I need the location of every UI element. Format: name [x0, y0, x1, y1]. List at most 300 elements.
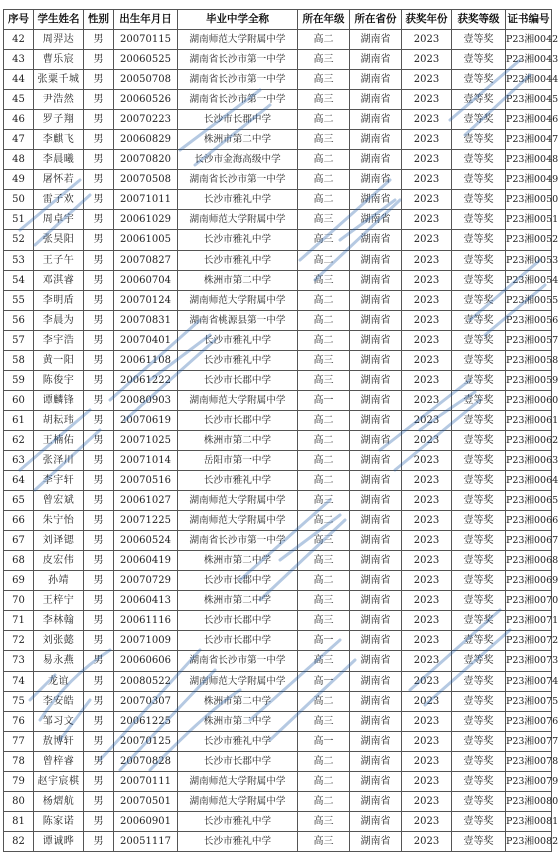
grade: 高二	[298, 771, 350, 791]
student-name: 胡耘玮	[34, 410, 84, 430]
table-row	[4, 310, 552, 330]
province: 湖南省	[350, 350, 402, 370]
grade: 高二	[298, 791, 350, 811]
award-level: 壹等奖	[452, 571, 506, 591]
award-level: 壹等奖	[452, 531, 506, 551]
award-level: 壹等奖	[452, 270, 506, 290]
school-name: 长沙市雅礼中学	[178, 350, 298, 370]
province: 湖南省	[350, 491, 402, 511]
row-index: 71	[4, 611, 34, 631]
student-name: 李麒飞	[34, 130, 84, 150]
row-index: 44	[4, 70, 34, 90]
table-row	[4, 651, 552, 671]
school-name: 湖南省长沙市第一中学	[178, 90, 298, 110]
grade: 高二	[298, 571, 350, 591]
province: 湖南省	[350, 771, 402, 791]
table-row	[4, 90, 552, 110]
award-level: 壹等奖	[452, 751, 506, 771]
table-row	[4, 551, 552, 571]
row-index: 79	[4, 771, 34, 791]
gender: 男	[84, 511, 114, 531]
school-name: 湖南省长沙市第一中学	[178, 651, 298, 671]
student-name: 罗子翔	[34, 110, 84, 130]
gender: 男	[84, 290, 114, 310]
award-year: 2023	[402, 471, 452, 491]
award-year: 2023	[402, 631, 452, 651]
row-index: 49	[4, 170, 34, 190]
province: 湖南省	[350, 210, 402, 230]
row-index: 56	[4, 310, 34, 330]
birth-date: 20070501	[114, 791, 178, 811]
gender: 男	[84, 831, 114, 851]
gender: 男	[84, 591, 114, 611]
school-name: 长沙市雅礼中学	[178, 330, 298, 350]
student-name: 邹习文	[34, 711, 84, 731]
award-year: 2023	[402, 70, 452, 90]
student-name: 皮宏伟	[34, 551, 84, 571]
school-name: 长沙市长郡中学	[178, 571, 298, 591]
award-level: 壹等奖	[452, 50, 506, 70]
grade: 高二	[298, 310, 350, 330]
student-name: 屠怀若	[34, 170, 84, 190]
grade: 高一	[298, 390, 350, 410]
student-name: 邓淇睿	[34, 270, 84, 290]
province: 湖南省	[350, 270, 402, 290]
school-name: 岳阳市第一中学	[178, 450, 298, 470]
award-year: 2023	[402, 771, 452, 791]
award-level: 壹等奖	[452, 30, 506, 50]
certificate-number: P23湘0043	[506, 50, 552, 70]
province: 湖南省	[350, 691, 402, 711]
certificate-number: P23湘0076	[506, 711, 552, 731]
row-index: 72	[4, 631, 34, 651]
school-name: 株洲市第二中学	[178, 551, 298, 571]
table-row	[4, 631, 552, 651]
table-row	[4, 811, 552, 831]
certificate-number: P23湘0075	[506, 691, 552, 711]
student-name: 李宇浩	[34, 330, 84, 350]
gender: 男	[84, 711, 114, 731]
certificate-number: P23湘0078	[506, 751, 552, 771]
award-level: 壹等奖	[452, 551, 506, 571]
school-name: 湖南师范大学附属中学	[178, 210, 298, 230]
gender: 男	[84, 551, 114, 571]
birth-date: 20070125	[114, 731, 178, 751]
certificate-number: P23湘0066	[506, 511, 552, 531]
award-level: 壹等奖	[452, 290, 506, 310]
grade: 高三	[298, 551, 350, 571]
birth-date: 20070307	[114, 691, 178, 711]
grade: 高三	[298, 70, 350, 90]
award-year: 2023	[402, 210, 452, 230]
column-header: 序号	[4, 10, 34, 30]
birth-date: 20070401	[114, 330, 178, 350]
award-level: 壹等奖	[452, 350, 506, 370]
grade: 高二	[298, 410, 350, 430]
birth-date: 20060704	[114, 270, 178, 290]
column-header: 出生年月日	[114, 10, 178, 30]
student-name: 朱宁怡	[34, 511, 84, 531]
award-level: 壹等奖	[452, 190, 506, 210]
award-level: 壹等奖	[452, 250, 506, 270]
column-header: 学生姓名	[34, 10, 84, 30]
row-index: 59	[4, 370, 34, 390]
gender: 男	[84, 70, 114, 90]
province: 湖南省	[350, 390, 402, 410]
grade: 高二	[298, 330, 350, 350]
gender: 男	[84, 491, 114, 511]
table-row	[4, 531, 552, 551]
gender: 男	[84, 471, 114, 491]
award-level: 壹等奖	[452, 110, 506, 130]
table-row	[4, 210, 552, 230]
row-index: 82	[4, 831, 34, 851]
student-name: 孙靖	[34, 571, 84, 591]
gender: 男	[84, 771, 114, 791]
birth-date: 20070619	[114, 410, 178, 430]
birth-date: 20070223	[114, 110, 178, 130]
row-index: 65	[4, 491, 34, 511]
grade: 高一	[298, 671, 350, 691]
row-index: 67	[4, 531, 34, 551]
gender: 男	[84, 791, 114, 811]
row-index: 57	[4, 330, 34, 350]
certificate-number: P23湘0069	[506, 571, 552, 591]
award-year: 2023	[402, 791, 452, 811]
award-year: 2023	[402, 611, 452, 631]
award-level: 壹等奖	[452, 591, 506, 611]
award-year: 2023	[402, 651, 452, 671]
student-name: 谭麟锋	[34, 390, 84, 410]
birth-date: 20061222	[114, 370, 178, 390]
province: 湖南省	[350, 731, 402, 751]
gender: 男	[84, 230, 114, 250]
province: 湖南省	[350, 551, 402, 571]
birth-date: 20071025	[114, 430, 178, 450]
award-year: 2023	[402, 450, 452, 470]
row-index: 46	[4, 110, 34, 130]
province: 湖南省	[350, 811, 402, 831]
award-year: 2023	[402, 691, 452, 711]
award-level: 壹等奖	[452, 450, 506, 470]
award-year: 2023	[402, 591, 452, 611]
student-name: 李安皓	[34, 691, 84, 711]
birth-date: 20071011	[114, 190, 178, 210]
province: 湖南省	[350, 330, 402, 350]
province: 湖南省	[350, 751, 402, 771]
award-level: 壹等奖	[452, 651, 506, 671]
certificate-number: P23湘0065	[506, 491, 552, 511]
table-row	[4, 70, 552, 90]
birth-date: 20070827	[114, 250, 178, 270]
award-level: 壹等奖	[452, 471, 506, 491]
province: 湖南省	[350, 50, 402, 70]
certificate-number: P23湘0079	[506, 771, 552, 791]
birth-date: 20061108	[114, 350, 178, 370]
birth-date: 20070820	[114, 150, 178, 170]
birth-date: 20060419	[114, 551, 178, 571]
row-index: 53	[4, 250, 34, 270]
student-name: 谭诚晔	[34, 831, 84, 851]
award-year: 2023	[402, 571, 452, 591]
table-row	[4, 330, 552, 350]
school-name: 长沙市长郡中学	[178, 611, 298, 631]
grade: 高三	[298, 270, 350, 290]
gender: 男	[84, 370, 114, 390]
student-name: 黄一阳	[34, 350, 84, 370]
table-row	[4, 731, 552, 751]
column-header: 证书编号	[506, 10, 552, 30]
province: 湖南省	[350, 110, 402, 130]
school-name: 湖南省长沙市第一中学	[178, 70, 298, 90]
row-index: 50	[4, 190, 34, 210]
award-level: 壹等奖	[452, 390, 506, 410]
certificate-number: P23湘0054	[506, 270, 552, 290]
student-name: 赵宇宸棋	[34, 771, 84, 791]
award-level: 壹等奖	[452, 130, 506, 150]
school-name: 湖南师范大学附属中学	[178, 671, 298, 691]
student-name: 王楠佑	[34, 430, 84, 450]
school-name: 长沙市雅礼中学	[178, 731, 298, 751]
certificate-number: P23湘0081	[506, 811, 552, 831]
award-level: 壹等奖	[452, 791, 506, 811]
column-header: 所在年级	[298, 10, 350, 30]
grade: 高三	[298, 210, 350, 230]
province: 湖南省	[350, 70, 402, 90]
grade: 高二	[298, 250, 350, 270]
table-row	[4, 430, 552, 450]
award-level: 壹等奖	[452, 210, 506, 230]
gender: 男	[84, 651, 114, 671]
award-level: 壹等奖	[452, 90, 506, 110]
province: 湖南省	[350, 711, 402, 731]
award-year: 2023	[402, 390, 452, 410]
row-index: 54	[4, 270, 34, 290]
grade: 高二	[298, 290, 350, 310]
award-level: 壹等奖	[452, 170, 506, 190]
student-name: 陈家诺	[34, 811, 84, 831]
certificate-number: P23湘0049	[506, 170, 552, 190]
row-index: 55	[4, 290, 34, 310]
certificate-number: P23湘0073	[506, 651, 552, 671]
award-level: 壹等奖	[452, 771, 506, 791]
student-name: 王子午	[34, 250, 84, 270]
province: 湖南省	[350, 591, 402, 611]
certificate-number: P23湘0068	[506, 551, 552, 571]
table-row	[4, 150, 552, 170]
table-body	[4, 30, 558, 852]
province: 湖南省	[350, 310, 402, 330]
award-level: 壹等奖	[452, 410, 506, 430]
table-row	[4, 410, 552, 430]
student-name: 李明盾	[34, 290, 84, 310]
table-row	[4, 511, 552, 531]
table-row	[4, 130, 552, 150]
province: 湖南省	[350, 410, 402, 430]
province: 湖南省	[350, 130, 402, 150]
school-name: 湖南师范大学附属中学	[178, 30, 298, 50]
award-year: 2023	[402, 50, 452, 70]
award-roster-table	[3, 9, 558, 852]
table-row	[4, 50, 552, 70]
gender: 男	[84, 30, 114, 50]
birth-date: 20050708	[114, 70, 178, 90]
birth-date: 20061027	[114, 491, 178, 511]
province: 湖南省	[350, 651, 402, 671]
student-name: 张昊阳	[34, 230, 84, 250]
cropped-title-strip	[0, 0, 554, 8]
school-name: 株洲市第二中学	[178, 591, 298, 611]
province: 湖南省	[350, 290, 402, 310]
grade: 高二	[298, 471, 350, 491]
table-row	[4, 751, 552, 771]
province: 湖南省	[350, 791, 402, 811]
table-row	[4, 671, 552, 691]
gender: 男	[84, 310, 114, 330]
table-row	[4, 30, 552, 50]
grade: 高三	[298, 370, 350, 390]
school-name: 长沙市金海高级中学	[178, 150, 298, 170]
table-header	[4, 10, 552, 30]
province: 湖南省	[350, 190, 402, 210]
school-name: 株洲市第二中学	[178, 711, 298, 731]
column-header: 获奖等级	[452, 10, 506, 30]
table-row	[4, 791, 552, 811]
school-name: 长沙市雅礼中学	[178, 230, 298, 250]
province: 湖南省	[350, 30, 402, 50]
gender: 男	[84, 751, 114, 771]
table-row	[4, 571, 552, 591]
award-year: 2023	[402, 350, 452, 370]
award-year: 2023	[402, 491, 452, 511]
award-year: 2023	[402, 110, 452, 130]
award-year: 2023	[402, 551, 452, 571]
table-row	[4, 450, 552, 470]
row-index: 47	[4, 130, 34, 150]
grade: 高三	[298, 811, 350, 831]
award-level: 壹等奖	[452, 370, 506, 390]
student-name: 王梓宁	[34, 591, 84, 611]
grade: 高二	[298, 751, 350, 771]
certificate-number: P23湘0061	[506, 410, 552, 430]
student-name: 尹浩然	[34, 90, 84, 110]
award-year: 2023	[402, 370, 452, 390]
award-level: 壹等奖	[452, 230, 506, 250]
certificate-number: P23湘0080	[506, 791, 552, 811]
province: 湖南省	[350, 671, 402, 691]
province: 湖南省	[350, 230, 402, 250]
school-name: 长沙市雅礼中学	[178, 190, 298, 210]
gender: 男	[84, 611, 114, 631]
birth-date: 20061225	[114, 711, 178, 731]
gender: 男	[84, 390, 114, 410]
certificate-number: P23湘0055	[506, 290, 552, 310]
student-name: 李晨为	[34, 310, 84, 330]
row-index: 61	[4, 410, 34, 430]
gender: 男	[84, 811, 114, 831]
award-year: 2023	[402, 811, 452, 831]
student-name: 李宇轩	[34, 471, 84, 491]
grade: 高三	[298, 831, 350, 851]
award-year: 2023	[402, 310, 452, 330]
award-year: 2023	[402, 290, 452, 310]
row-index: 45	[4, 90, 34, 110]
row-index: 66	[4, 511, 34, 531]
award-level: 壹等奖	[452, 811, 506, 831]
row-index: 76	[4, 711, 34, 731]
award-year: 2023	[402, 731, 452, 751]
table-row	[4, 270, 552, 290]
province: 湖南省	[350, 531, 402, 551]
school-name: 湖南省长沙市第一中学	[178, 531, 298, 551]
certificate-number: P23湘0060	[506, 390, 552, 410]
award-year: 2023	[402, 270, 452, 290]
award-year: 2023	[402, 831, 452, 851]
award-year: 2023	[402, 130, 452, 150]
birth-date: 20070828	[114, 751, 178, 771]
grade: 高一	[298, 731, 350, 751]
school-name: 湖南省长沙市第一中学	[178, 170, 298, 190]
gender: 男	[84, 190, 114, 210]
gender: 男	[84, 250, 114, 270]
grade: 高二	[298, 691, 350, 711]
province: 湖南省	[350, 611, 402, 631]
student-name: 周卓宇	[34, 210, 84, 230]
birth-date: 20071014	[114, 450, 178, 470]
school-name: 湖南师范大学附属中学	[178, 290, 298, 310]
certificate-number: P23湘0045	[506, 90, 552, 110]
school-name: 长沙市雅礼中学	[178, 471, 298, 491]
award-year: 2023	[402, 190, 452, 210]
gender: 男	[84, 350, 114, 370]
table-row	[4, 491, 552, 511]
birth-date: 20060524	[114, 531, 178, 551]
certificate-number: P23湘0051	[506, 210, 552, 230]
province: 湖南省	[350, 250, 402, 270]
certificate-number: P23湘0046	[506, 110, 552, 130]
school-name: 株洲市第二中学	[178, 270, 298, 290]
province: 湖南省	[350, 90, 402, 110]
grade: 高三	[298, 611, 350, 631]
row-index: 81	[4, 811, 34, 831]
award-year: 2023	[402, 430, 452, 450]
row-index: 77	[4, 731, 34, 751]
row-index: 69	[4, 571, 34, 591]
birth-date: 20080903	[114, 390, 178, 410]
grade: 高三	[298, 591, 350, 611]
table-row	[4, 471, 552, 491]
student-name: 曹乐宸	[34, 50, 84, 70]
school-name: 湖南师范大学附属中学	[178, 771, 298, 791]
award-level: 壹等奖	[452, 631, 506, 651]
gender: 男	[84, 671, 114, 691]
grade: 高二	[298, 511, 350, 531]
column-header: 毕业中学全称	[178, 10, 298, 30]
grade: 高三	[298, 230, 350, 250]
award-level: 壹等奖	[452, 731, 506, 751]
certificate-number: P23湘0062	[506, 430, 552, 450]
row-index: 51	[4, 210, 34, 230]
table-row	[4, 350, 552, 370]
student-name: 雷子欢	[34, 190, 84, 210]
certificate-number: P23湘0067	[506, 531, 552, 551]
birth-date: 20071009	[114, 631, 178, 651]
student-name: 刘张懿	[34, 631, 84, 651]
grade: 高二	[298, 450, 350, 470]
school-name: 长沙市长郡中学	[178, 110, 298, 130]
column-header: 获奖年份	[402, 10, 452, 30]
certificate-number: P23湘0053	[506, 250, 552, 270]
